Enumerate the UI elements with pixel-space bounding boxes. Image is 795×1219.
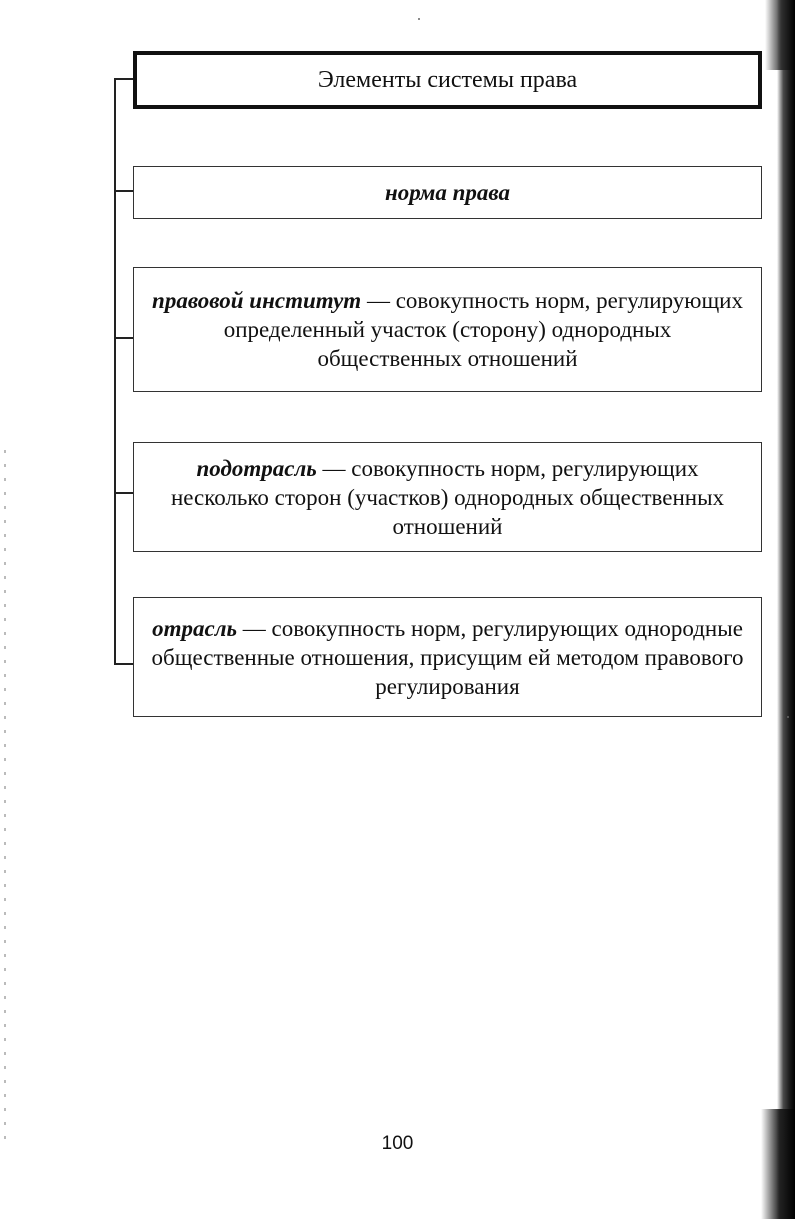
element-description	[150, 614, 745, 701]
connector-branch-norm	[114, 190, 134, 192]
element-description	[150, 454, 745, 541]
connector-vertical	[114, 78, 116, 665]
scan-left-dots	[4, 450, 6, 1150]
diagram-title: Элементы системы права	[317, 66, 578, 93]
element-definition: — совокупность норм, регулирующих определенный участок (сторону) однородных общественных отношений	[223, 288, 743, 371]
scan-edge-bottom	[761, 1109, 795, 1219]
element-box-institute	[133, 267, 762, 392]
connector-branch-branch	[114, 663, 134, 665]
element-description	[150, 286, 745, 373]
diagram-title-box	[133, 51, 762, 109]
scan-speck	[787, 716, 789, 718]
element-box-norm	[133, 166, 762, 219]
element-definition: — совокупность норм, регулирующих однородные общественные отношения, присущим ей методом правового регулирования	[151, 615, 744, 699]
connector-branch-institute	[114, 337, 134, 339]
element-term: норма права	[384, 179, 511, 205]
element-term: отрасль	[152, 615, 238, 641]
scan-edge-shadow	[777, 0, 795, 1219]
scan-edge-top	[765, 0, 795, 70]
element-definition: — совокупность норм, регулирующих несколько сторон (участков) однородных общественных отношений	[170, 455, 725, 539]
element-box-branch	[133, 597, 762, 717]
scan-speck	[418, 18, 420, 20]
element-term: правовой институт	[152, 288, 362, 313]
connector-branch-title	[114, 78, 134, 80]
element-term: подотрасль	[196, 455, 317, 481]
element-box-subbranch	[133, 442, 762, 552]
page-number: 100	[381, 1133, 414, 1154]
connector-branch-subbranch	[114, 492, 134, 494]
